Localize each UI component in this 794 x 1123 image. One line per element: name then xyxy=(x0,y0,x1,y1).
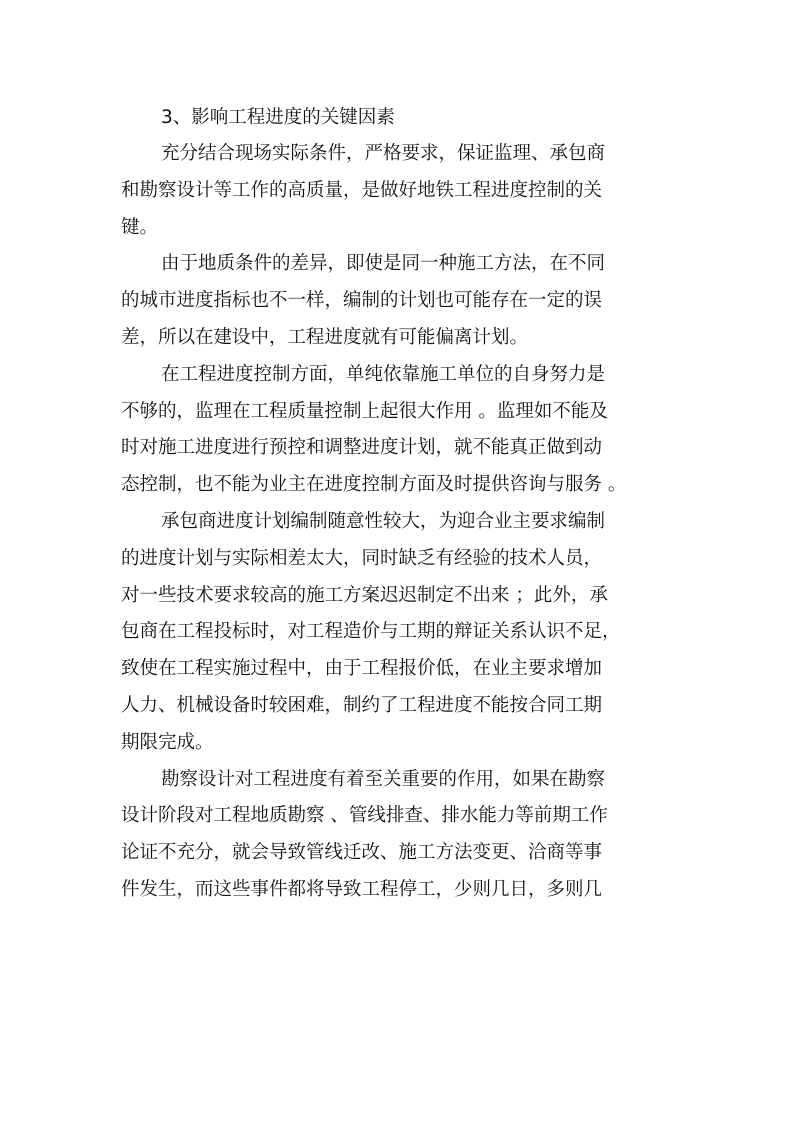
section-heading: 3、影响工程进度的关键因素 xyxy=(161,107,395,128)
text-line: 和勘察设计等工作的高质量，是做好地铁工程进度控制的关 xyxy=(121,179,603,201)
paragraph-2 xyxy=(121,246,681,356)
text-line: 设计阶段对工程地质勘察 、管线排查、排水能力等前期工作 xyxy=(121,805,608,827)
text-line: 人力、机械设备时较困难，制约了工程进度不能按合同工期 xyxy=(121,694,603,716)
text-line: 对一些技术要求较高的施工方案迟迟制定不出来 ；此外，承 xyxy=(121,584,608,606)
text-line: 由于地质条件的差异，即使是同一种施工方法，在不同 xyxy=(161,253,606,275)
text-line: 差，所以在建设中，工程进度就有可能偏离计划。 xyxy=(121,326,529,348)
text-line: 期限完成。 xyxy=(121,731,214,753)
text-line: 不够的，监理在工程质量控制上起很大作用 。监理如不能及 xyxy=(121,400,608,422)
paragraph-5 xyxy=(121,762,681,909)
text-line: 态控制，也不能为业主在进度控制方面及时提供咨询与服务 。 xyxy=(121,474,627,496)
text-line: 件发生，而这些事件都将导致工程停工，少则几日，多则几 xyxy=(121,878,603,900)
document-body xyxy=(121,100,681,909)
paragraph-3 xyxy=(121,357,681,504)
text-line: 的城市进度指标也不一样，编制的计划也可能存在一定的误 xyxy=(121,290,603,312)
text-line: 承包商进度计划编制随意性较大，为迎合业主要求编制 xyxy=(161,510,606,532)
text-line: 的进度计划与实际相差太大，同时缺乏有经验的技术人员， xyxy=(121,547,603,569)
text-line: 包商在工程投标时，对工程造价与工期的辩证关系认识不足， xyxy=(121,621,621,643)
paragraph-1 xyxy=(121,136,681,246)
text-line: 时对施工进度进行预控和调整进度计划，就不能真正做到动 xyxy=(121,437,603,459)
text-line: 在工程进度控制方面，单纯依靠施工单位的自身努力是 xyxy=(161,363,606,385)
text-line: 致使在工程实施过程中，由于工程报价低，在业主要求增加 xyxy=(121,658,603,680)
text-line: 键。 xyxy=(121,216,159,238)
text-line: 论证不充分，就会导致管线迁改、施工方法变更、洽商等事 xyxy=(121,842,603,864)
text-line: 勘察设计对工程进度有着至关重要的作用，如果在勘察 xyxy=(161,768,606,790)
paragraph-4 xyxy=(121,504,681,762)
text-line: 充分结合现场实际条件，严格要求，保证监理、承包商 xyxy=(161,143,606,164)
